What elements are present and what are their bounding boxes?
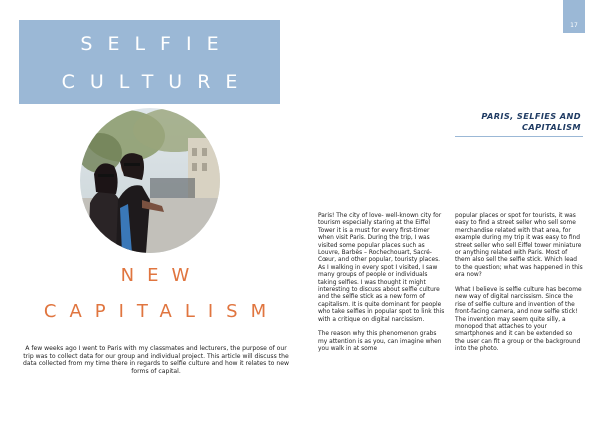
article-column-1 — [318, 213, 446, 361]
page-number: 17 — [570, 22, 578, 29]
selfie-photo — [80, 108, 220, 253]
column-1-paragraph-2: The reason why this phenomenon grabs my attention is as you, can imagine when you walk in at some — [318, 331, 442, 353]
section-divider — [455, 136, 583, 137]
headline-line-2: CAPITALISM — [43, 301, 280, 322]
column-1-paragraph-1: Paris! The city of love- well-known city for tourism especially staring at the Eiffel Tower it is a must for every first-timer when visit Paris. During the trip, I was visited some popular places such as Louvre, Barbès – Rochechouart, Sacré-Cœur, and other popular, touristy places. As I walking in every spot I visited, I saw many groups of people or individuals taking selfies. I was thought it might interesting to discuss about selfie culture and the selfie stick as a new form of capitalism. It is quite dominant for people who take selfies in popular spot to link this with a critique on digital narcissism. — [318, 213, 445, 323]
page-number-tab — [563, 0, 585, 33]
article-column-2 — [455, 213, 583, 361]
column-2-paragraph-2: What I believe is selfie culture has become new way of digital narcissism. Since the rise of selfie culture and invention of the front-facing camera, and now selfie stick! The invention may seem quite silly, a monopod that attaches to your smartphones and it can be extended so the user can fit a group or the background into the photo. — [455, 287, 582, 353]
column-2-paragraph-1: popular places or spot for tourists, it was easy to find a street seller who sell some merchandise related with that area, for example during my trip it was easy to find street seller who sell Eiffel tower miniature or anything related with Paris. Most of them also sell the selfie stick. Which lead to the question; what was happened in this era now? — [455, 213, 583, 279]
headline-line-1: NEW — [120, 265, 203, 286]
title-line-1: SELFIE — [80, 33, 234, 55]
section-title: PARIS, SELFIES AND CAPITALISM — [481, 111, 581, 132]
intro-paragraph: A few weeks ago I went to Paris with my classmates and lecturers, the purpose of our trip was to collect data for our group and individual project. This article will discuss the data collected from my time there in regards to selfie culture and how it relates to new forms of capital. — [23, 345, 289, 375]
title-line-2: CULTURE — [61, 71, 253, 93]
title-banner — [19, 20, 280, 104]
